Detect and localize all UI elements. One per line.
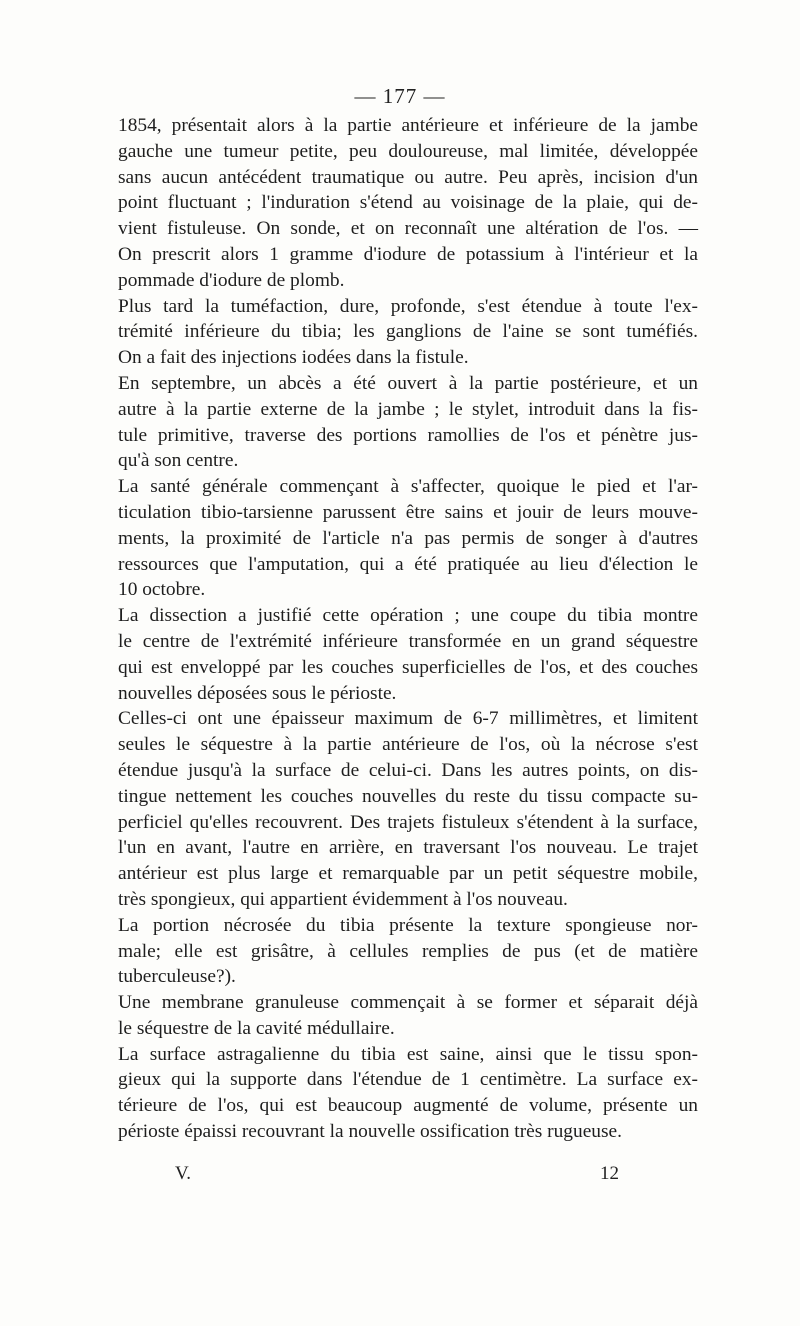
text-line: perficiel qu'elles recouvrent. Des trajets fistuleux s'étendent à la surface, [118,811,698,833]
text-line: antérieur est plus large et remarquable par un petit séquestre mobile, [118,863,698,885]
text-line: périoste épaissi recouvrant la nouvelle ossification très rugueuse. [118,1121,622,1143]
signature-mark: V. [175,1163,192,1184]
text-line: La dissection a justifié cette opération ; une coupe du tibia montre [118,605,698,627]
paragraph [118,706,698,912]
text-line: le centre de l'extrémité inférieure transformée en un grand séquestre [118,630,698,652]
text-line: vient fistuleuse. On sonde, et on reconnaît une altération de l'os. — [118,218,698,240]
text-line: autre à la partie externe de la jambe ; le stylet, introduit dans la fis- [118,398,698,420]
text-line: ments, la proximité de l'article n'a pas permis de songer à d'autres [118,527,698,549]
text-line: qu'à son centre. [118,450,239,472]
text-line: La santé générale commençant à s'affecter, quoique le pied et l'ar- [118,476,698,498]
text-line: tingue nettement les couches nouvelles du reste du tissu compacte su- [118,785,698,807]
text-line: On prescrit alors 1 gramme d'iodure de potassium à l'intérieur et la [118,243,698,265]
text-line: qui est enveloppé par les couches superficielles de l'os, et des couches [118,656,698,678]
text-line: En septembre, un abcès a été ouvert à la partie postérieure, et un [118,372,698,394]
text-line: gieux qui la supporte dans l'étendue de 1 centimètre. La surface ex- [118,1069,698,1091]
text-line: point fluctuant ; l'induration s'étend au voisinage de la plaie, qui de- [118,192,698,214]
text-line: nouvelles déposées sous le périoste. [118,682,397,704]
text-line: 10 octobre. [118,579,206,601]
text-line: très spongieux, qui appartient évidemment à l'os nouveau. [118,888,568,910]
page-number: — 177 — [354,84,446,108]
text-line: gauche une tumeur petite, peu douloureuse, mal limitée, développée [118,140,698,162]
text-line: Plus tard la tuméfaction, dure, profonde, s'est étendue à toute l'ex- [118,295,698,317]
body-text [118,113,698,1145]
text-line: pommade d'iodure de plomb. [118,269,345,291]
text-line: male; elle est grisâtre, à cellules remplies de pus (et de matière [118,940,698,962]
text-line: l'un en avant, l'autre en arrière, en traversant l'os nouveau. Le trajet [118,837,698,859]
text-line: 1854, présentait alors à la partie antérieure et inférieure de la jambe [118,115,698,136]
text-line: trémité inférieure du tibia; les ganglions de l'aine se sont tuméfiés. [118,321,698,343]
paragraph [118,371,698,474]
paragraph [118,113,698,294]
paragraph [118,474,698,603]
text-line: tule primitive, traverse des portions ramollies de l'os et pénètre jus- [118,424,698,446]
text-line: La surface astragalienne du tibia est saine, ainsi que le tissu spon- [118,1043,698,1065]
paragraph [118,294,698,371]
text-line: ressources que l'amputation, qui a été pratiquée au lieu d'élection le [118,553,698,575]
text-line: tuberculeuse?). [118,966,236,988]
paragraph [118,1042,698,1145]
text-line: seules le séquestre à la partie antérieure de l'os, où la nécrose s'est [118,734,698,756]
page-footer [0,1163,800,1193]
text-line: La portion nécrosée du tibia présente la texture spongieuse nor- [118,914,698,936]
text-line: sans aucun antécédent traumatique ou autre. Peu après, incision d'un [118,166,698,188]
text-line: Celles-ci ont une épaisseur maximum de 6-7 millimètres, et limitent [118,708,698,730]
paragraph [118,603,698,706]
text-line: Une membrane granuleuse commençait à se former et séparait déjà [118,992,698,1014]
text-line: ticulation tibio-tarsienne parussent être sains et jouir de leurs mouve- [118,501,698,523]
paragraph [118,990,698,1042]
text-line: térieure de l'os, qui est beaucoup augmenté de volume, présente un [118,1095,698,1117]
signature-number: 12 [600,1163,619,1184]
text-line: le séquestre de la cavité médullaire. [118,1017,395,1039]
text-line: On a fait des injections iodées dans la fistule. [118,347,469,369]
paragraph [118,913,698,990]
text-line: étendue jusqu'à la surface de celui-ci. Dans les autres points, on dis- [118,759,698,781]
